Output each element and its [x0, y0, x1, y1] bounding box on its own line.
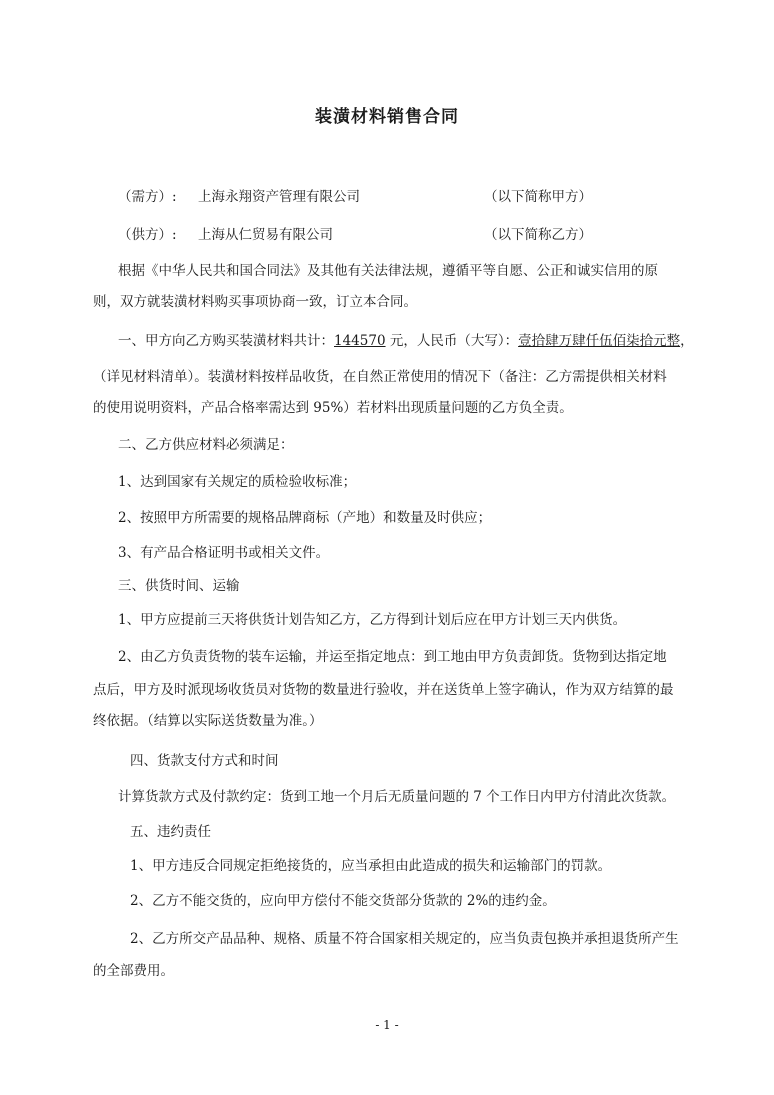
- amount-in-words: 壹拾肆万肆仟伍佰柒拾元整: [518, 333, 681, 349]
- party-name: 上海永翔资产管理有限公司: [198, 189, 360, 205]
- clause-3-item-2-line-2: 点后，甲方及时派现场收货员对货物的数量进行验收，并在送货单上签字确认，作为双方结算的最: [93, 682, 674, 698]
- clause-1-suffix: ，: [680, 333, 694, 349]
- clause-1-line-1: [118, 331, 694, 351]
- preamble-line-1: 根据《中华人民共和国合同法》及其他有关法律法规，遵循平等自愿、公正和诚实信用的原: [118, 263, 658, 279]
- clause-3-item-2-line-1: 2、由乙方负责货物的装车运输，并运至指定地点：到工地由甲方负责卸货。货物到达指定地: [118, 649, 667, 665]
- party-role: （供方）:: [118, 227, 177, 243]
- party-name: 上海从仁贸易有限公司: [198, 227, 333, 243]
- clause-1-middle: 元，人民币（大写）：: [385, 333, 519, 349]
- clause-2-item-1: 1、达到国家有关规定的质检验收标准；: [118, 474, 357, 490]
- clause-1-prefix: 一、甲方向乙方购买装潢材料共计：: [118, 333, 334, 349]
- clause-2-heading: 二、乙方供应材料必须满足：: [118, 437, 294, 453]
- clause-3-item-2-line-3: 终依据。（结算以实际送货数量为准。）: [93, 713, 323, 729]
- clause-5-heading: 五、违约责任: [130, 824, 211, 840]
- preamble-line-2: 则，双方就装潢材料购买事项协商一致，订立本合同。: [93, 294, 417, 310]
- party-note: （以下简称甲方）: [484, 189, 592, 205]
- clause-2-item-3: 3、有产品合格证明书或相关文件。: [118, 545, 330, 561]
- page-number: - 1 -: [375, 1018, 399, 1032]
- clause-4-heading: 四、货款支付方式和时间: [130, 753, 279, 769]
- amount-figure: 144570: [334, 333, 386, 349]
- clause-5-item-1: 1、甲方违反合同规定拒绝接货的，应当承担由此造成的损失和运输部门的罚款。: [130, 858, 612, 874]
- clause-5-item-3-line-2: 的全部费用。: [93, 963, 174, 979]
- clause-3-heading: 三、供货时间、运输: [118, 578, 240, 594]
- clause-1-line-2: （详见材料清单）。装潢材料按样品收货，在自然正常使用的情况下（备注：乙方需提供相关材料: [93, 369, 667, 385]
- clause-4-text: 计算货款方式及付款约定：货到工地一个月后无质量问题的 7 个工作日内甲方付清此次货款。: [118, 789, 676, 805]
- clause-5-item-2: 2、乙方不能交货的，应向甲方偿付不能交货部分货款的 2%的违约金。: [130, 893, 556, 909]
- party-role: （需方）:: [118, 189, 177, 205]
- clause-2-item-2: 2、按照甲方所需要的规格品牌商标（产地）和数量及时供应；: [118, 510, 492, 526]
- clause-3-item-1: 1、甲方应提前三天将供货计划告知乙方，乙方得到计划后应在甲方计划三天内供货。: [118, 612, 627, 628]
- document-title: 装潢材料销售合同: [315, 107, 459, 127]
- clause-1-line-3: 的使用说明资料，产品合格率需达到 95%）若材料出现质量问题的乙方负全责。: [93, 400, 573, 416]
- clause-5-item-3-line-1: 2、乙方所交产品品种、规格、质量不符合国家相关规定的，应当负责包换并承担退货所产生: [130, 931, 679, 947]
- party-note: （以下简称乙方）: [484, 227, 592, 243]
